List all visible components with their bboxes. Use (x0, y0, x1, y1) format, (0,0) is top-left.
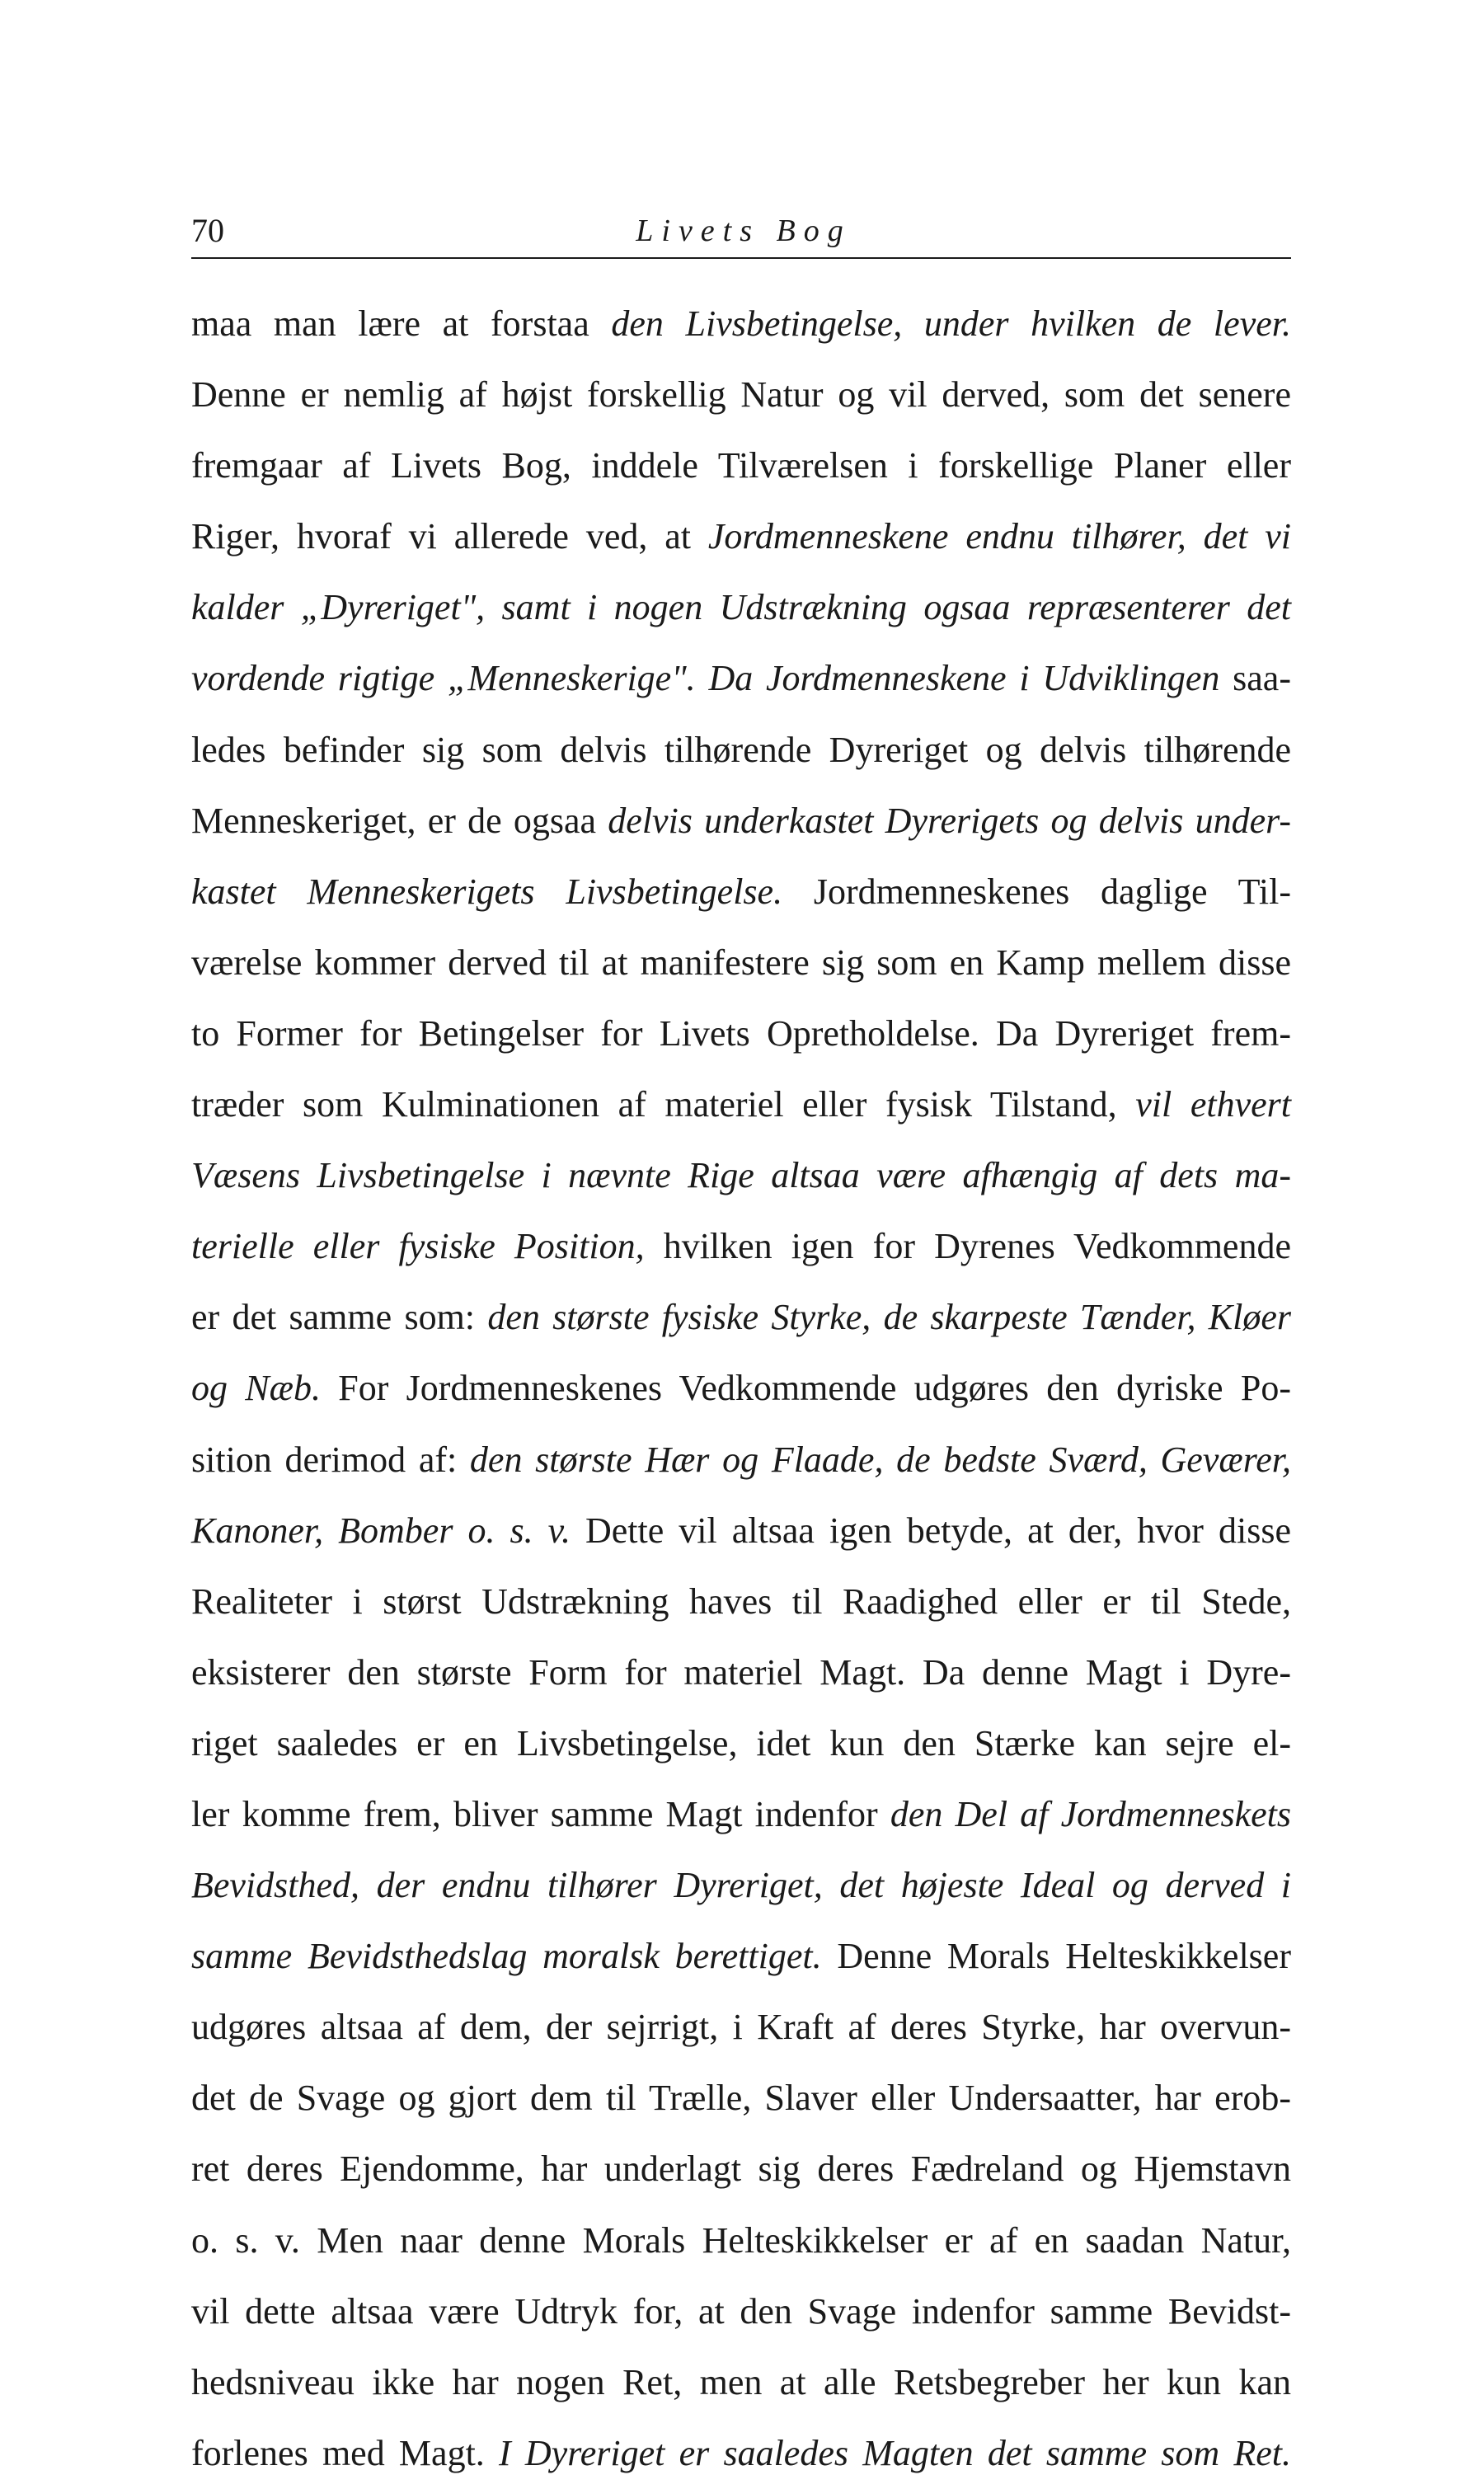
text-line (191, 572, 1291, 643)
text-line (191, 857, 1291, 928)
text-run: hedsniveau ikke har nogen Ret, men at alle Retsbegreber her kun kan (191, 2361, 1291, 2402)
text-line (191, 643, 1291, 714)
text-line (191, 359, 1291, 430)
italic-text: terielle eller fysiske Position, (191, 1226, 645, 1267)
text-run: Denne er nemlig af højst forskellig Natur og vil derved, som det senere (191, 374, 1291, 416)
text-run: udgøres altsaa af dem, der sejrrigt, i Kraft af deres Styrke, har overvun- (191, 2007, 1291, 2048)
text-run: to Former for Betingelser for Livets Opretholdelse. Da Dyreriget frem- (191, 1012, 1291, 1054)
italic-text: vordende rigtige „Menneskerige". Da Jordmenneskene i Udviklingen (191, 658, 1220, 699)
page-number: 70 (191, 212, 224, 249)
text-line (191, 1425, 1291, 1496)
text-line (191, 2347, 1291, 2418)
italic-text: Væsens Livsbetingelse i nævnte Rige altsaa være afhængig af dets ma- (191, 1155, 1291, 1196)
italic-text: den Del af Jordmenneskets (890, 1793, 1292, 1834)
italic-text: kalder „Dyreriget", samt i nogen Udstrækning ogsaa repræsenterer det (191, 587, 1291, 628)
text-line (191, 2063, 1291, 2134)
italic-text: samme Bevidsthedslag moralsk berettiget. (191, 1936, 822, 1977)
italic-text: Kanoner, Bomber o. s. v. (191, 1510, 571, 1551)
text-run: sition derimod af: (191, 1439, 470, 1480)
text-line (191, 1921, 1291, 1992)
text-run: o. s. v. Men naar denne Morals Helteskikkelser er af en saadan Natur, (191, 2219, 1291, 2261)
italic-text: vil ethvert (1135, 1084, 1291, 1125)
text-line (191, 1069, 1291, 1140)
text-line (191, 1779, 1291, 1850)
text-line (191, 2276, 1291, 2347)
text-run: Dette vil altsaa igen betyde, at der, hvor disse (570, 1510, 1291, 1551)
text-run: saa- (1219, 658, 1291, 699)
text-line (191, 1140, 1291, 1211)
text-run: fremgaar af Livets Bog, inddele Tilværelsen i forskellige Planer eller (191, 445, 1291, 486)
text-run: Riger, hvoraf vi allerede ved, at (191, 516, 708, 557)
body-text (191, 289, 1291, 2489)
text-run: eksisterer den største Form for materiel Magt. Da denne Magt i Dyre- (191, 1651, 1291, 1693)
text-line (191, 2205, 1291, 2276)
text-run: Realiteter i størst Udstrækning haves til Raadighed eller er til Stede, (191, 1580, 1291, 1622)
text-line (191, 1637, 1291, 1708)
text-line (191, 928, 1291, 998)
text-line (191, 998, 1291, 1069)
text-line (191, 430, 1291, 501)
italic-text: Bevidsthed, der endnu tilhører Dyreriget, det højeste Ideal og derved i (191, 1865, 1291, 1906)
text-run: vil dette altsaa være Udtryk for, at den Svage indenfor samme Bevidst- (191, 2290, 1291, 2332)
text-run: Menneskeriget, er de ogsaa (191, 800, 608, 841)
text-line (191, 1211, 1291, 1282)
text-line (191, 1566, 1291, 1637)
text-run: ret deres Ejendomme, har underlagt sig deres Fædreland og Hjemstavn (191, 2149, 1291, 2190)
text-run: ledes befinder sig som delvis tilhørende Dyreriget og delvis tilhørende (191, 729, 1291, 770)
text-run: forlenes med Magt. (191, 2432, 500, 2473)
italic-text: delvis underkastet Dyrerigets og delvis under- (608, 800, 1291, 841)
text-run: værelse kommer derved til at manifestere sig som en Kamp mellem disse (191, 942, 1291, 983)
text-run: hvilken igen for Dyrenes Vedkommende (644, 1226, 1291, 1267)
text-run: er det samme som: (191, 1297, 488, 1338)
text-line (191, 1496, 1291, 1566)
text-line (191, 715, 1291, 786)
text-line (191, 1353, 1291, 1424)
text-run: maa man lære at forstaa (191, 303, 612, 344)
italic-text: den største fysiske Styrke, de skarpeste Tænder, Kløer (487, 1297, 1292, 1338)
italic-text: I Dyreriget er saaledes Magten det samme som Ret. (499, 2432, 1292, 2473)
text-line (191, 2134, 1291, 2205)
header-rule (191, 257, 1291, 259)
text-run: riget saaledes er en Livsbetingelse, idet kun den Stærke kan sejre el- (191, 1722, 1291, 1763)
italic-text: kastet Menneskerigets Livsbetingelse. (191, 871, 783, 912)
text-run: For Jordmenneskenes Vedkommende udgøres den dyriske Po- (320, 1368, 1291, 1409)
text-line (191, 2418, 1291, 2489)
italic-text: og Næb. (191, 1368, 321, 1409)
text-run: Denne Morals Helteskikkelser (821, 1936, 1291, 1977)
text-line (191, 501, 1291, 572)
text-line (191, 1282, 1291, 1353)
text-line (191, 1850, 1291, 1921)
text-run: det de Svage og gjort dem til Trælle, Slaver eller Undersaatter, har erob- (191, 2078, 1291, 2119)
text-run: Jordmenneskenes daglige Til- (782, 871, 1292, 912)
text-line (191, 289, 1291, 359)
text-line (191, 1708, 1291, 1779)
text-line (191, 786, 1291, 857)
running-title: Livets Bog (636, 214, 852, 248)
running-head (191, 206, 1291, 256)
italic-text: den Livsbetingelse, under hvilken de lever. (611, 303, 1291, 344)
text-line (191, 1992, 1291, 2063)
text-run: træder som Kulminationen af materiel eller fysisk Tilstand, (191, 1084, 1136, 1125)
text-run: ler komme frem, bliver samme Magt indenfor (191, 1793, 890, 1834)
italic-text: den største Hær og Flaade, de bedste Sværd, Geværer, (469, 1439, 1291, 1480)
italic-text: Jordmenneskene endnu tilhører, det vi (707, 516, 1291, 557)
